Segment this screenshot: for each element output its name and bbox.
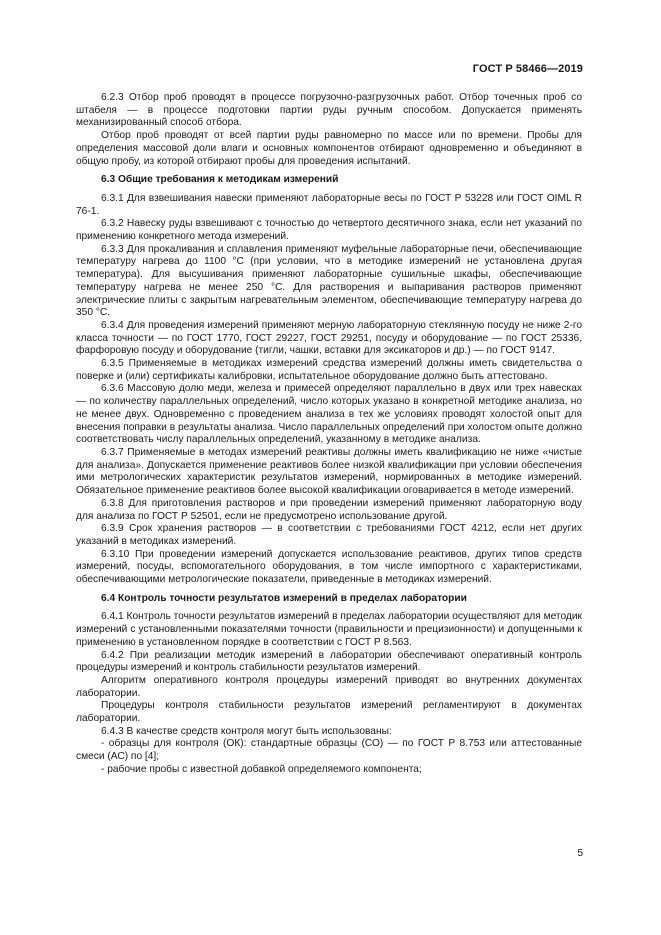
paragraph-6-3-3: 6.3.3 Для прокаливания и сплавления применяют муфельные лабораторные печи, обеспечивающие температуру нагрева до 1100 °С (при условии, что в методике измерений не установлена другая температура). Для высушивания применяют лабораторные сушильные шкафы, обеспечивающие температуру нагрева не менее 250 °С. Для растворения и выпаривания растворов применяют электрические плиты с закрытым нагревательным элементом, обеспечивающие температуру нагрева до 350 °С. (76, 243, 582, 319)
list-item: - рабочие пробы с известной добавкой определяемого компонента; (101, 763, 422, 775)
paragraph-operational-control: Алгоритм оперативного контроля процедуры измерений приводят во внутренних документах лаборатории. (76, 674, 582, 699)
paragraph-6-2-3: 6.2.3 Отбор проб проводят в процессе погрузочно-разгрузочных работ. Отбор точечных проб со штабеля — в процессе подготовки партии руды ручным способом. Допускается применять механизированный способ отбора. (76, 92, 582, 129)
paragraph-6-4-2: 6.4.2 При реализации методик измерений в лаборатории обеспечивают оперативный контроль процедуры измерений и контроль стабильности результатов измерений. (76, 649, 582, 674)
paragraph-6-3-5: 6.3.5 Применяемые в методиках измерений средства измерений должны иметь свидетельства о поверке и (или) сертификаты калибровки, испытательное оборудование должно быть аттестовано. (76, 358, 582, 382)
paragraph-sampling: Отбор проб проводят от всей партии руды равномерно по массе или по времени. Пробы для определения массовой доли влаги и основных компонентов отбирают одновременно и объединяют в общую пробу, из которой отбирают пробы для проведения испытаний. (76, 130, 582, 167)
paragraph-6-3-6: 6.3.6 Массовую долю меди, железа и примесей определяют параллельно в двух или трех навесках — по количеству параллельных определений, число которых указано в конкретной методике анализа, но не менее двух. Одновременно с проведением анализа в тех же условиях проводят холостой опыт для внесения поправки в результаты анализа. Число параллельных определений при холостом опыте должно соответствовать числу параллельных определений, указанному в методике анализа. (76, 383, 582, 446)
paragraph-6-3-8: 6.3.8 Для приготовления растворов и при проведении измерений применяют лабораторную воду для анализа по ГОСТ Р 52501, если не предусмотрено использование другой. (76, 497, 582, 522)
paragraph-stability-control: Процедуры контроля стабильности результатов измерений регламентируют в документах лаборатории. (76, 700, 582, 725)
document-body (76, 92, 582, 777)
paragraph-6-4-3: 6.4.3 В качестве средств контроля могут быть использованы: (101, 725, 392, 737)
list-item: - образцы для контроля (ОК): стандартные образцы (СО) — по ГОСТ Р 8.753 или аттестованные смеси (АС) по [4]; (76, 738, 582, 763)
paragraph-6-3-10: 6.3.10 При проведении измерений допускается использование реактивов, других типов средств измерений, посуды, вспомогательного оборудования, в том числе импортного с характеристиками, обеспечивающими метрологические показатели, приведенные в методиках измерений. (76, 548, 582, 586)
paragraph-6-3-4: 6.3.4 Для проведения измерений применяют мерную лабораторную стеклянную посуду не ниже 2-го класса точности — по ГОСТ 1770, ГОСТ 29227, ГОСТ 29251, посуду и оборудование — по ГОСТ 25336, фарфоровую посуду и оборудование (тигли, чашки, вставки для эксикаторов и др.) — по ГОСТ 9147. (76, 319, 582, 357)
paragraph-6-3-7: 6.3.7 Применяемые в методах измерений реактивы должны иметь квалификацию не ниже «чистые для анализа». Допускается применение реактивов более низкой квалификации при условии обеспечения ими метрологических характеристик результатов измерений, нормированных в методике измерений. Обязательное применение реактивов более высокой квалификации оговаривается в методе измерений. (76, 446, 582, 497)
paragraph-6-3-1: 6.3.1 Для взвешивания навески применяют лабораторные весы по ГОСТ Р 53228 или ГОСТ OIML R 76-1. (76, 192, 582, 217)
section-heading-6-4: 6.4 Контроль точности результатов измерений в пределах лаборатории (101, 592, 467, 604)
paragraph-6-4-1: 6.4.1 Контроль точности результатов измерений в пределах лаборатории осуществляют для методик измерений с установленными показателями точности (правильности и прецизионности) и допущенными к применению в установленном порядке в соответствии с ГОСТ Р 8.563. (76, 611, 582, 648)
section-heading-6-3: 6.3 Общие требования к методикам измерений (101, 174, 339, 186)
paragraph-6-3-9: 6.3.9 Срок хранения растворов — в соответствии с требованиями ГОСТ 4212, если нет других указаний в методиках измерений. (76, 523, 582, 547)
page-number: 5 (577, 848, 583, 859)
paragraph-6-3-2: 6.3.2 Навеску руды взвешивают с точностью до четвертого десятичного знака, если нет указаний по применению конкретного метода измерений. (76, 218, 582, 243)
document-header: ГОСТ Р 58466—2019 (472, 63, 583, 75)
